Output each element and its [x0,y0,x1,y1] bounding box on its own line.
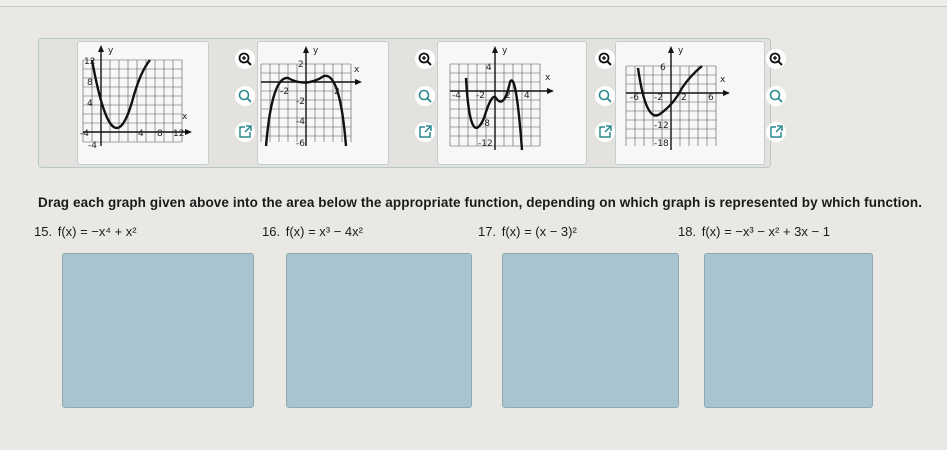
graph-d-zoom-out-button[interactable] [766,86,786,106]
graph-b-zoom-in-button[interactable] [415,49,435,69]
graph-c-tick: -12 [478,139,493,149]
graph-d-tick: -6 [630,93,639,103]
graph-card-d[interactable] [615,41,765,165]
graph-d-tick: 6 [708,93,714,103]
graph-d-plot [616,42,764,164]
graph-c-tick: -2 [476,91,485,101]
function-number: 15. [34,224,53,239]
graph-card-b[interactable] [257,41,389,165]
function-expression: f(x) = x³ − 4x² [285,224,363,239]
zoom-in-icon [768,51,784,67]
graph-card-c[interactable] [437,41,587,165]
zoom-in-icon [417,51,433,67]
graph-d-tick: -2 [654,93,663,103]
function-expression: f(x) = −x³ − x² + 3x − 1 [701,224,830,239]
graph-a-y-label: y [108,46,114,56]
zoom-out-icon [597,88,613,104]
function-15-label [34,224,137,239]
graph-c-zoom-out-button[interactable] [595,86,615,106]
graph-c-zoom-in-button[interactable] [595,49,615,69]
function-number: 18. [678,224,697,239]
expand-icon [768,124,784,140]
graph-a-tick: -4 [80,129,89,139]
graph-b-expand-button[interactable] [415,122,435,142]
graph-a-plot [78,42,208,164]
graph-a-tick: 12 [173,129,185,139]
function-number: 17. [478,224,497,239]
graph-a-expand-button[interactable] [235,122,255,142]
instruction-text: Drag each graph given above into the area below the appropriate function, depending on which graph is represented by which function. [38,195,923,210]
graph-a-x-label: x [182,112,188,122]
graph-c-tick: 4 [486,63,492,73]
graph-d-y-label: y [678,46,684,56]
graph-a-zoom-in-button[interactable] [235,49,255,69]
graph-card-a[interactable] [77,41,209,165]
graph-c-x-label: x [545,73,551,83]
function-expression: f(x) = −x⁴ + x² [57,224,137,239]
graph-b-zoom-out-button[interactable] [415,86,435,106]
graph-b-x-label: x [354,65,360,75]
top-border [0,0,947,7]
graph-b-tick: -4 [296,117,305,127]
graph-d-tick: 6 [660,63,666,73]
graph-a-tick: 4 [138,129,144,139]
graph-b-tick: 2 [298,60,304,70]
zoom-out-icon [768,88,784,104]
drop-zone-18[interactable] [704,253,873,408]
drop-zone-15[interactable] [62,253,254,408]
graph-a-tick: 8 [87,78,93,88]
graph-d-expand-button[interactable] [766,122,786,142]
graph-a-tick: -4 [88,141,97,151]
drop-zone-16[interactable] [286,253,472,408]
function-18-label [678,224,830,239]
function-number: 16. [262,224,281,239]
zoom-in-icon [237,51,253,67]
graph-d-tick: -12 [654,121,669,131]
graph-d-tick: 2 [681,93,687,103]
graph-a-tick: 4 [87,99,93,109]
graph-c-tick: 4 [524,91,530,101]
graph-b-tick: -2 [296,97,305,107]
graph-b-tick: -2 [280,87,289,97]
graph-b-y-label: y [313,46,319,56]
function-17-label [478,224,577,239]
expand-icon [597,124,613,140]
function-16-label [262,224,363,239]
graph-a-tick: 12 [84,57,96,67]
graph-d-zoom-in-button[interactable] [766,49,786,69]
graph-c-y-label: y [502,46,508,56]
graph-tray [38,38,771,168]
function-expression: f(x) = (x − 3)² [501,224,577,239]
graph-c-tick: 2 [505,91,511,101]
zoom-out-icon [237,88,253,104]
graph-a-zoom-out-button[interactable] [235,86,255,106]
graph-c-tick: -4 [452,91,461,101]
graph-c-expand-button[interactable] [595,122,615,142]
graph-b-plot [258,42,388,164]
graph-c-plot [438,42,586,164]
graph-a-tick: 8 [157,129,163,139]
graph-c-tick: -8 [481,119,490,129]
expand-icon [237,124,253,140]
drop-zone-17[interactable] [502,253,679,408]
graph-d-x-label: x [720,75,726,85]
zoom-in-icon [597,51,613,67]
graph-b-tick: 2 [334,87,340,97]
zoom-out-icon [417,88,433,104]
graph-d-tick: -18 [654,139,669,149]
expand-icon [417,124,433,140]
graph-b-tick: -6 [296,139,305,149]
